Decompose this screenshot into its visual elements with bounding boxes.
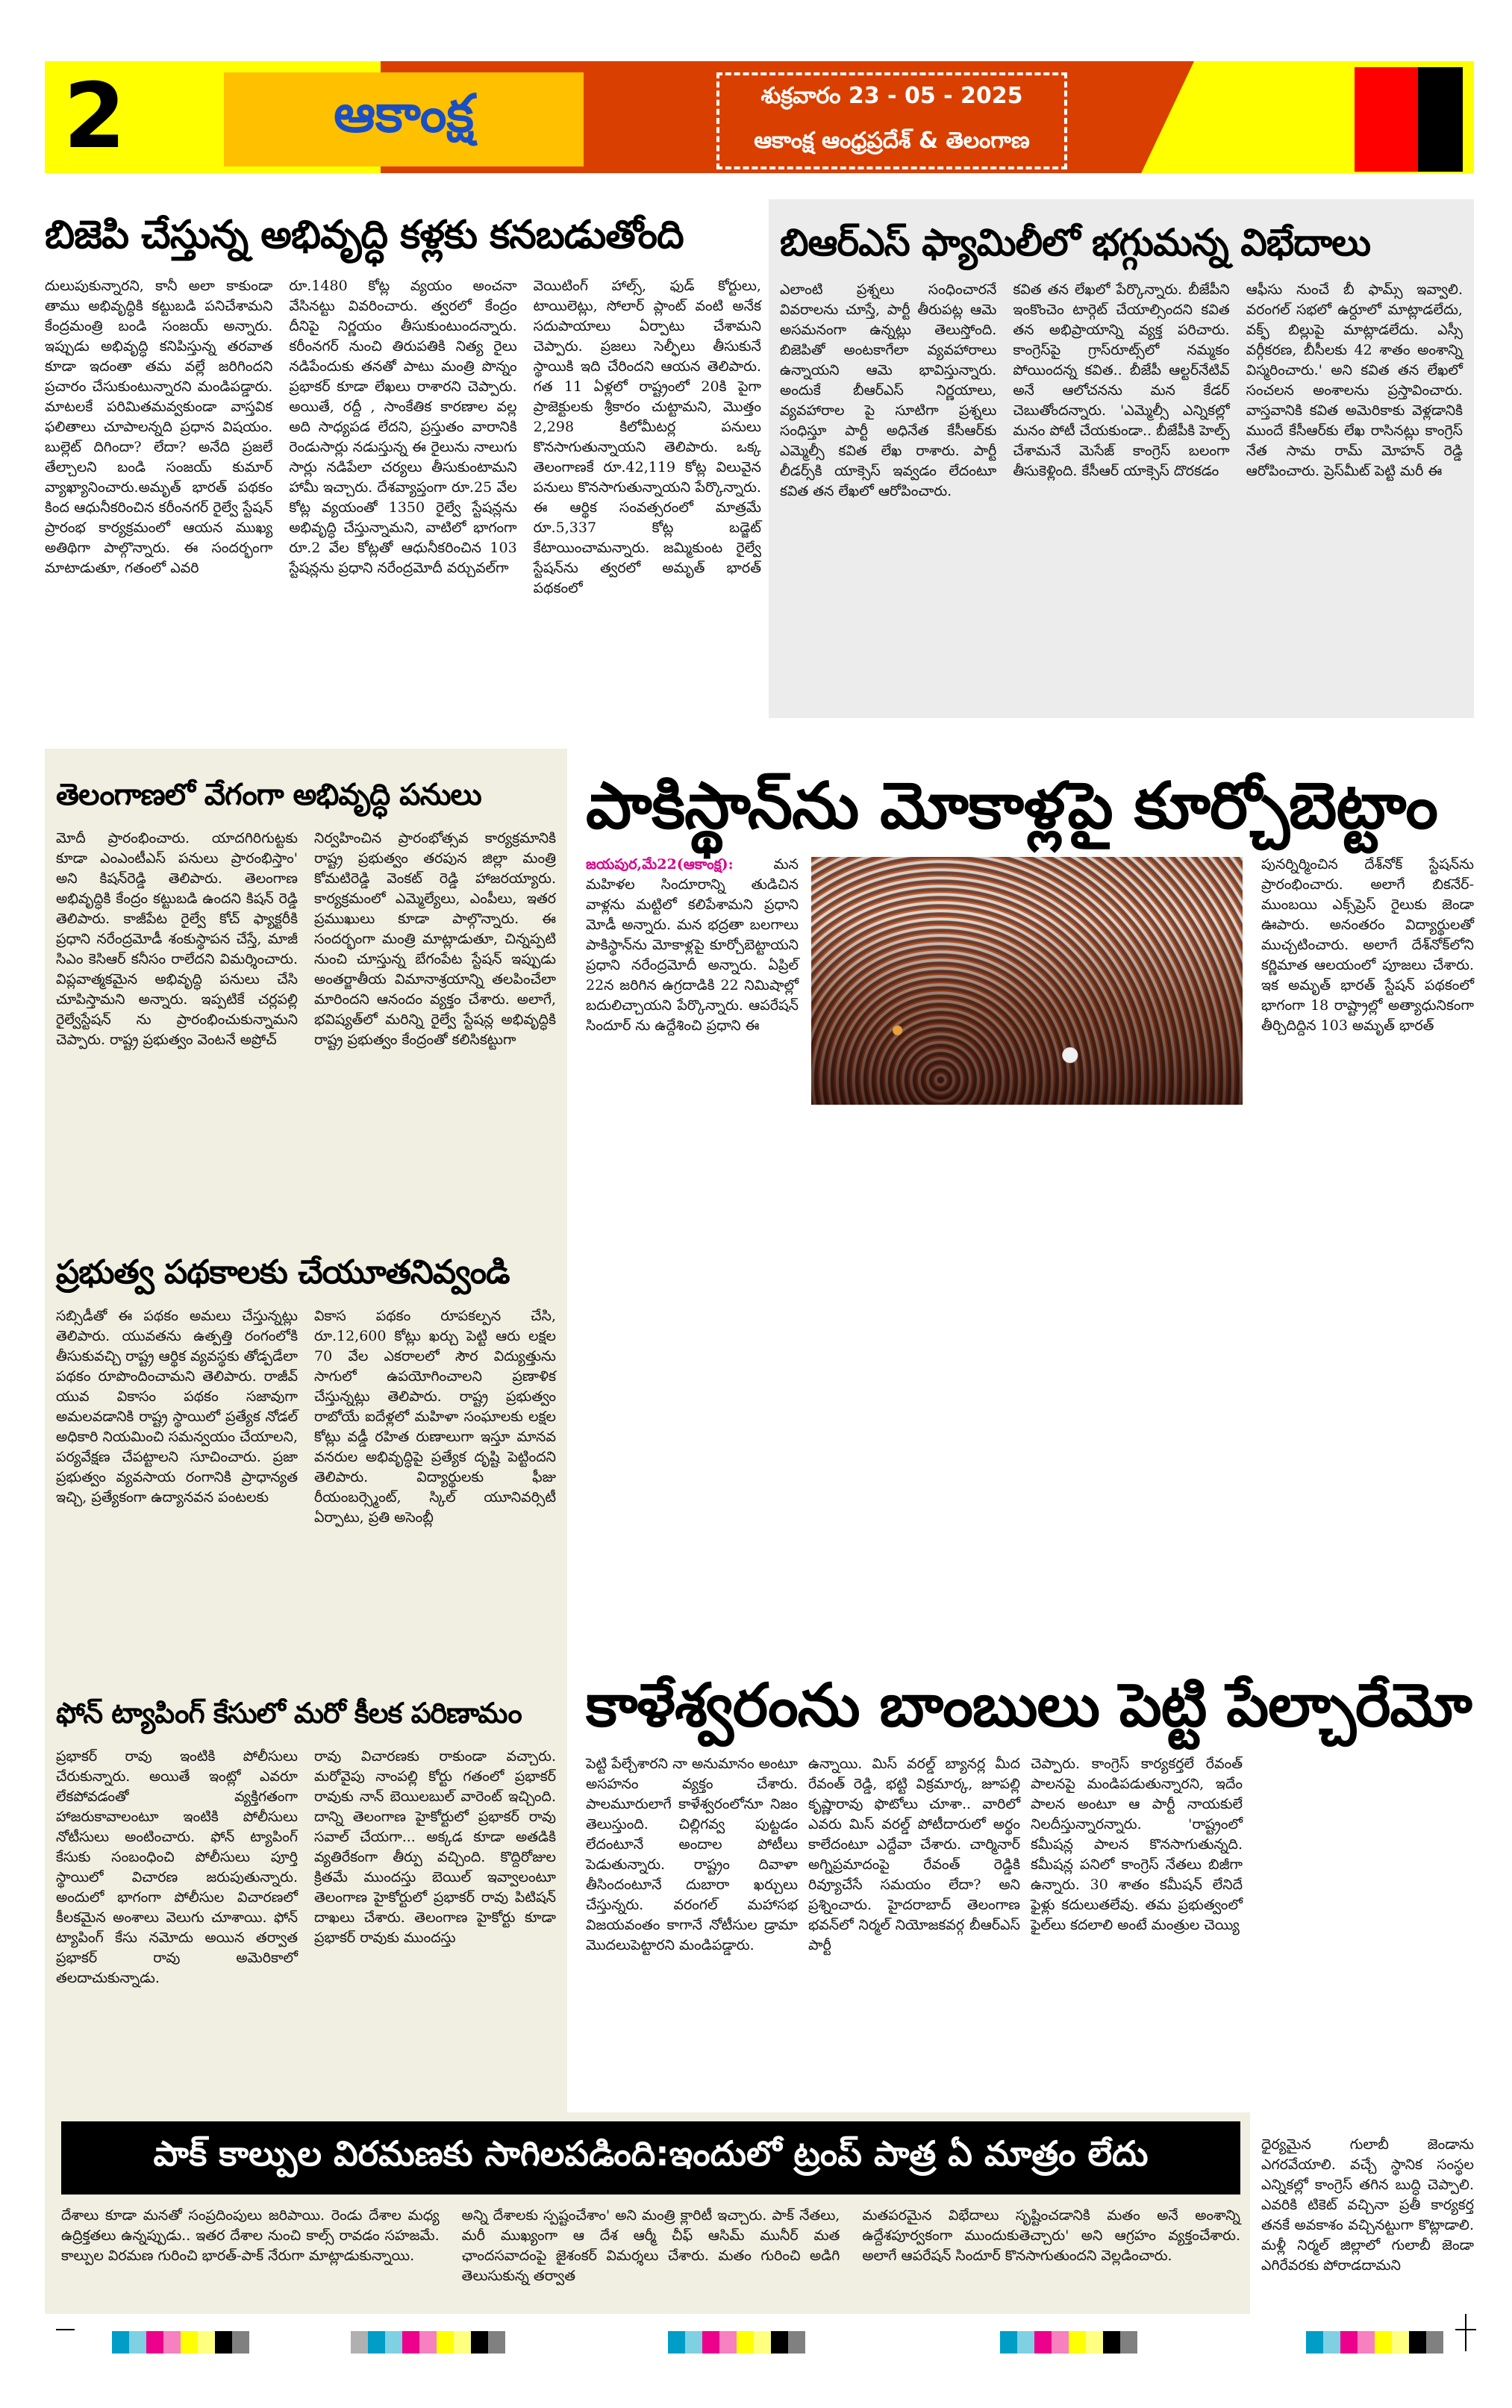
color-swatch: [163, 2331, 181, 2354]
color-swatch: [232, 2331, 249, 2354]
article-column: వెయిటింగ్ హాల్స్, ఫుడ్ కోర్టులు, టాయిలెట్లు, సోలార్ ప్లాంట్ వంటి అనేక సదుపాయాలు ఏర్పాటు చేశామని చెప్పారు. ప్రజలు సెల్ఫీలు తీసుకునే స్థాయికి ఇది చేరిందని ఆయన తెలిపారు. గత 11 ఏళ్లలో రాష్ట్రంలో 20కి పైగా ప్రాజెక్టులకు శ్రీకారం చుట్టామని, మొత్తం 2,298 కిలోమీటర్ల పనులు కొనసాగుతున్నాయని తెలిపారు. ఒక్క తెలంగాణకే రూ.42,119 కోట్ల విలువైన పనులు కొనసాగుతున్నాయని పేర్కొన్నారు. ఈ ఆర్థిక సంవత్సరంలో మాత్రమే రూ.5,337 కోట్ల బడ్జెట్ కేటాయించామన్నారు. జమ్మికుంట రైల్వే స్టేషన్‌ను త్వరలో అమృత్ భారత్ పథకంలో: [533, 278, 761, 596]
article-column: ఎలాంటి ప్రశ్నలు సంధించారనే వివరాలను చూస్తే, పార్టీ తీరుపట్ల ఆమె అసమనంగా ఉన్నట్లు తెలుస్తోంది. బిజెపితో అంటకాగేలా వ్యవహారాలు ఉన్నాయని ఆమె భావిస్తున్నారు. అందుకే బీఆర్ఎస్ నిర్ణయాలు, వ్యవహారాల పై సూటిగా ప్రశ్నలు సంధిస్తూ పార్టీ అధినేత కేసీఆర్‌కు ఎమ్మెల్సీ కవిత లేఖ రాశారు. పార్టీ లీడర్స్‌కి యాక్సెస్ ఇవ్వడం లేదంటూ కవిత తన లేఖలో ఆరోపించారు.: [780, 281, 997, 499]
color-swatch: [685, 2331, 702, 2354]
color-swatch: [488, 2331, 505, 2354]
color-swatch: [112, 2331, 129, 2354]
registration-mark: [1465, 2314, 1466, 2351]
color-swatch: [215, 2331, 232, 2354]
article-ceasefire: [61, 2206, 1240, 2286]
headline: బిఆర్ఎస్ ఫ్యామిలీలో భగ్గుమన్న విభేదాలు: [780, 221, 1371, 264]
color-swatch: [471, 2331, 488, 2354]
article-column: నిర్వహించిన ప్రారంభోత్సవ కార్యక్రమానికి రాష్ట్ర ప్రభుత్వం తరపున జిల్లా మంత్రి కోమటిరెడ్డి వెంకట్ రెడ్డి హాజరయ్యారు. కార్యక్రమంలో ఎమ్మెల్యేలు, ఎంపీలు, ఇతర ప్రముఖులు కూడా పాల్గొన్నారు. ఈ సందర్భంగా మంత్రి మాట్లాడుతూ, చిన్నప్పటి నుంచి చూస్తున్న బేగంపేట స్టేషన్ ఇప్పుడు అంతర్జాతీయ విమానాశ్రయాన్ని తలపించేలా మారిందని ఆనందం వ్యక్తం చేశారు. అలాగే, భవిష్యత్‌లో మరిన్ని రైల్వే స్టేషన్ల అభివృద్ధికి రాష్ట్ర ప్రభుత్వం కేంద్రంతో కలిసికట్టుగా: [314, 830, 556, 1048]
article-column: చెప్పారు. కాంగ్రెస్ కార్యకర్తలే రేవంత్ పాలనపై మండిపడుతున్నారని, ఇదేం పాలన అంటూ ఆ పార్టీ నాయకులే నిలదీస్తున్నారన్నారు. 'రాష్ట్రంలో కమీషన్ల పాలన కొనసాగుతున్నది. కమీషన్ల పనిలో కాంగ్రెస్ నేతలు బిజీగా ఉన్నారు. 30 శాతం కమీషన్ లేనిదే ఫైళ్లు కదులుతలేవు. తమ ప్రభుత్వంలో ఫైల్‌లు కదలాలి అంటే మంత్రుల చెయ్యి: [1031, 1756, 1243, 1933]
date-box: [716, 72, 1067, 169]
color-swatch: [351, 2331, 368, 2354]
article-column: రూ.1480 కోట్ల వ్యయం అంచనా వేసినట్టు వివరించారు. త్వరలో కేంద్రం దీనిపై నిర్ణయం తీసుకుంటుందన్నారు. కరీంనగర్ నుంచి తిరుపతికి నిత్య రైలు నడిపేందుకు తనతో పాటు మంత్రి పొన్నం ప్రభాకర్ కూడా లేఖలు రాశారని చెప్పారు. అయితే, రద్దీ , సాంకేతిక కారణాల వల్ల అది సాధ్యపడ లేదని, ప్రస్తుతం వారానికి రెండుసార్లు నడుస్తున్న ఈ రైలును నాలుగు సార్లు నడిపేలా చర్యలు తీసుకుంటామని హామీ ఇచ్చారు. దేశవ్యాప్తంగా రూ.25 వేల కోట్ల వ్యయంతో 1350 రైల్వే స్టేషన్లను అభివృద్ధి చేస్తున్నామని, వాటిలో భాగంగా రూ.2 వేల కోట్లతో ఆధునీకరించిన 103 స్టేషన్లను ప్రధాని నరేంద్రమోదీ వర్చువల్‌గా: [289, 278, 517, 576]
article-pakistan-left: [586, 855, 799, 1036]
color-swatch: [702, 2331, 719, 2354]
color-swatch: [198, 2331, 215, 2354]
headline-kaleshwaram: కాళేశ్వరంను బాంబులు పెట్టి పేల్చారేమో: [586, 1671, 1472, 1740]
article-column: సబ్సిడీతో ఈ పథకం అమలు చేస్తున్నట్లు తెలిపారు. యువతను ఉత్పత్తి రంగంలోకి తీసుకువచ్చి రాష్ట్ర ఆర్థిక వ్యవస్థకు తోడ్పడేలా పథకం రూపొందించామని తెలిపారు. రాజీవ్ యువ వికాసం పథకం సజావుగా అమలవడానికి రాష్ట్ర స్థాయిలో ప్రత్యేక నోడల్ అధికారి నియమించి సమన్వయం చేయాలని, పర్యవేక్షణ చేపట్టాలని సూచించారు. ప్రజా ప్రభుత్వం వ్యవసాయ రంగానికి ప్రాధాన్యత ఇచ్చి, ప్రత్యేకంగా ఉద్యానవన పంటలకు: [56, 1308, 298, 1506]
color-swatch: [437, 2331, 454, 2354]
color-swatch: [402, 2331, 419, 2354]
article-kaleshwaram: [586, 1754, 1243, 1956]
color-swatch: [1069, 2331, 1086, 2354]
color-swatch: [1103, 2331, 1120, 2354]
color-swatch: [1392, 2331, 1409, 2354]
color-tab-black: [1418, 67, 1463, 172]
color-swatch: [668, 2331, 685, 2354]
article-pakistan-right: పునర్నిర్మించిన దేశ్‌నోక్ స్టేషన్‌ను ప్రారంభించారు. అలాగే బికనేర్-ముంబయి ఎక్స్‌ప్రెస్ రైలుకు జెండా ఊపారు. అనంతరం విద్యార్థులతో ముచ్చటించారు. అలాగే దేశ్‌నోక్‌లోని కర్ణిమాత ఆలయంలో పూజలు చేశారు. ఇక అమృత్ భారత్ స్టేషన్ పథకంలో భాగంగా 18 రాష్ట్రాల్లో అత్యాధునికంగా తీర్చిదిద్దిన 103 అమృత్ భారత్: [1261, 856, 1474, 1034]
color-swatch: [1375, 2331, 1392, 2354]
article-telangana: [56, 761, 556, 1050]
color-swatch: [1358, 2331, 1375, 2354]
color-swatch: [1323, 2331, 1340, 2354]
article-column: దులుపుకున్నారని, కానీ అలా కాకుండా తాము అభివృద్ధికి కట్టుబడి పనిచేశామని కేంద్రమంత్రి బండి సంజయ్ అన్నారు. ఇప్పుడు అభివృద్ధి కనిపిస్తున్న తరవాత కూడా ఇదంతా తమ వల్లే జరిగిందని ప్రచారం చేసుకుంటున్నారని మండిపడ్డారు. మాటలకే పరిమితమవ్వకుండా వాస్తవిక ఫలితాలు చూపాలన్నది ప్రధాన విషయం. బుల్లెట్ దిగిందా? లేదా? అనేది ప్రజలే తేల్చాలని బండి సంజయ్ కుమార్ వ్యాఖ్యానించారు.అమృత్ భారత్ పథకం కింద ఆధునీకరించిన కరీంనగర్ రైల్వే స్టేషన్ ప్రారంభ కార్యక్రమంలో ఆయన ముఖ్య అతిథిగా పాల్గొన్నారు. ఈ సందర్భంగా మాటాడుతూ, గతంలో ఎవరి: [45, 278, 273, 576]
article-kaleshwaram-continued: ధైర్యమైన గులాబీ జెండాను ఎగరవేయాలి. వచ్చే స్థానిక సంస్థల ఎన్నికల్లో కాంగ్రెస్ తగిన బుద్ధి చెప్పాలి. ఎవరికి టికెట్ వచ్చినా ప్రతీ కార్యకర్త తనకే అవకాశం వచ్చినట్టుగా కొట్లాడాలి. మళ్లీ నిర్మల్ జిల్లాలో గులాబీ జెండా ఎగిరేవరకు పోరాడదామని: [1261, 2136, 1474, 2274]
color-bar-group: [1306, 2331, 1443, 2354]
color-swatch: [1052, 2331, 1069, 2354]
color-swatch: [788, 2331, 805, 2354]
color-swatch: [181, 2331, 198, 2354]
article-column: మతపరమైన విభేదాలు సృష్టించడానికి మతం అనే అంశాన్ని ఉద్దేశపూర్వకంగా ముందుకుతెచ్చారు' అని ఆగ్రహం వ్యక్తంచేశారు. అలాగే ఆపరేషన్ సిందూర్ కొనసాగుతుందని వెల్లడించారు.: [862, 2207, 1241, 2264]
dateline: జయపుర,మే22(ఆకాంక్ష):: [586, 856, 734, 873]
color-swatch: [1306, 2331, 1323, 2354]
color-swatch: [1000, 2331, 1017, 2354]
article-column: మోదీ ప్రారంభించారు. యాదగిరిగుట్టకు కూడా ఎంఎంటీఎస్ పనులు ప్రారంభిస్తాం' అని కిషన్‌రెడ్డి తెలిపారు. తెలంగాణ అభివృద్ధికి కేంద్రం కట్టుబడి ఉందని కిషన్ రెడ్డి తెలిపారు. కాజీపేట రైల్వే కోచ్ ఫ్యాక్టరీకి ప్రధాని నరేంద్రమోడీ శంకుస్థాపన చేస్తే, మాజీ సిఎం కెసిఆర్ కనీసం రాలేదని విమర్శించారు. విప్లవాత్మకమైన అభివృద్ధి పనులు చేసి చూపిస్తామని అన్నారు. ఇప్పటికే చర్లపల్లి రైల్వేస్టేషన్ ను ప్రారంభించుకున్నామని చెప్పారు. రాష్ట్ర ప్రభుత్వం వెంటనే అప్రోచ్: [56, 830, 298, 1048]
article-column: దేశాలు కూడా మనతో సంప్రదింపులు జరిపాయి. రెండు దేశాల మధ్య ఉద్రిక్తతలు ఉన్నప్పుడు.. ఇతర దేశాల నుంచి కాల్స్ రావడం సహజమే. కాల్పుల విరమణ గురించి భారత్-పాక్ నేరుగా మాట్లాడుకున్నాయి.: [61, 2207, 440, 2264]
registration-mark: [56, 2329, 75, 2330]
headline-pakistan: పాకిస్థాన్‌ను మోకాళ్లపై కూర్చోబెట్టాం: [586, 769, 1438, 843]
print-color-bars: [0, 2331, 1512, 2354]
color-swatch: [1426, 2331, 1443, 2354]
headline: ఫోన్ ట్యాపింగ్ కేసులో మరో కీలక పరిణామం: [56, 1697, 522, 1729]
article-column: అన్ని దేశాలకు స్పష్టంచేశాం' అని మంత్రి క్లారిటీ ఇచ్చారు. పాక్ నేతలు, మరీ ముఖ్యంగా ఆ దేశ ఆర్మీ చీఫ్ ఆసిమ్ మునీర్ మత ఛాందసవాదంపై జైశంకర్ విమర్శలు చేశారు. మతం గురించి అడిగి తెలుసుకున్న తర్వాత: [461, 2207, 840, 2284]
color-bar-group: [351, 2331, 505, 2354]
article-text: మన మహిళల సిందూరాన్ని తుడిచిన వాళ్లను మట్టిలో కలిపేశామని ప్రధాని మోడీ అన్నారు. మన భద్రతా బలగాలు పాకిస్థాన్‌ను మోకాళ్లపై కూర్చోబెట్టాయని ప్రధాని నరేంద్రమోదీ అన్నారు. ఏప్రిల్ 22న జరిగిన ఉగ్రదాడికి 22 నిమిషాల్లో బదులిచ్చాయని పేర్కొన్నారు. ఆపరేషన్ సిందూర్ ను ఉద్దేశించి ప్రధాని ఈ: [586, 856, 799, 1034]
color-swatch: [1017, 2331, 1034, 2354]
article-column: రావు విచారణకు రాకుండా వచ్చారు. మరోవైపు నాంపల్లి కోర్టు గతంలో ప్రభాకర్ రావుకు నాన్ బెయిలబుల్ వారెంట్ ఇచ్చింది. దాన్ని తెలంగాణ హైకోర్టులో ప్రభాకర్ రావు సవాల్ చేయగా... అక్కడ కూడా అతడికి వ్యతిరేకంగా తీర్పు వచ్చింది. కొద్దిరోజుల క్రితమే ముందస్తు బెయిల్ ఇవ్వాలంటూ తెలంగాణ హైకోర్టులో ప్రభాకర్ రావు పిటిషన్ దాఖలు చేశారు. తెలంగాణ హైకోర్టు కూడా ప్రభాకర్ రావుకు ముందస్తు: [314, 1748, 556, 1946]
edition-name: ఆకాంక్ష ఆంధ్రప్రదేశ్ & తెలంగాణ: [754, 128, 1030, 154]
color-bar-group: [112, 2331, 249, 2354]
color-swatch: [1034, 2331, 1052, 2354]
color-swatch: [737, 2331, 754, 2354]
article-phone-tapping: [56, 1679, 556, 1989]
color-swatch: [385, 2331, 402, 2354]
color-swatch: [1120, 2331, 1137, 2354]
color-tab-red: [1355, 67, 1418, 172]
color-swatch: [368, 2331, 385, 2354]
article-brs: [769, 199, 1474, 718]
rally-crowd-photo: [811, 857, 1243, 1105]
article-column: ప్రభాకర్ రావు ఇంటికి పోలీసులు చేరుకున్నారు. అయితే ఇంట్లో ఎవరూ లేకపోవడంతో వ్యక్తిగతంగా హాజరుకావాలంటూ ఇంటికి పోలీసులు నోటీసులు అంటించారు. ఫోన్ ట్యాపింగ్ కేసుకు సంబంధించి పోలీసులు పూర్తి స్థాయిలో విచారణ జరుపుతున్నారు. అందులో భాగంగా పోలీసుల విచారణలో కీలకమైన అంశాలు వెలుగు చూశాయి. ఫోన్ ట్యాపింగ్ కేసు నమోదు అయిన తర్వాత ప్రభాకర్ రావు అమెరికాలో తలదాచుకున్నాడు.: [56, 1748, 298, 1986]
color-bar-group: [1000, 2331, 1137, 2354]
color-swatch: [771, 2331, 788, 2354]
newspaper-logo: ఆకాంక్ష: [224, 72, 584, 166]
article-column: ఆఫీసు నుంచే బీ ఫామ్స్ ఇవ్వాలి. వరంగల్ సభలో ఉర్దూలో మాట్లాడలేదు, వక్ఫ్ బిల్లుపై మాట్లాడలేదు. ఎస్సీ వర్గీకరణ, బీసీలకు 42 శాతం అంశాన్ని విస్మరించారు.' అని కవిత తన లేఖలో సంచలన అంశాలను ప్రస్తావించారు. వాస్తవానికి కవిత అమెరికాకు వెళ్లడానికి ముందే కేసీఆర్‌కు లేఖ రాసినట్లు కాంగ్రెస్ నేత సామ రామ్ మోహన్ రెడ్డి ఆరోపించారు. ప్రెస్‌మీట్ పెట్టి మరీ ఈ: [1246, 281, 1463, 479]
color-swatch: [419, 2331, 437, 2354]
article-bjp: [45, 202, 761, 599]
article-column: పెట్టి పేల్చేశారని నా అనుమానం అంటూ అసహనం వ్యక్తం చేశారు. పాలమూరులాగే కాళేశ్వరంలోనూ నిజం తెలుస్తుంది. చిల్లిగవ్వ పుట్టడం లేదంటూనే అందాల పోటీలు పెడుతున్నారు. రాష్ట్రం దివాళా తీసిందంటూనే దుబారా ఖర్చులు చేస్తున్నరు. వరంగల్ మహాసభ విజయవంతం కాగానే నోటీసుల డ్రామా మొదలుపెట్టారని మండిపడ్డారు.: [586, 1756, 798, 1953]
color-swatch: [1340, 2331, 1358, 2354]
color-swatch: [1086, 2331, 1103, 2354]
color-swatch: [454, 2331, 471, 2354]
article-column: కవిత తన లేఖలో పేర్కొన్నారు. బీజేపీని ఇంకొంచెం టార్గెట్ చేయాల్సిందని కవిత తన అభిప్రాయాన్ని వ్యక్త పరిచారు. కాంగ్రెస్‌పై గ్రాస్‌రూట్స్‌లో నమ్మకం పోయిందన్న కవిత.. బీజేపీ ఆల్టర్‌నేటివ్ అనే ఆలోచనను మన కేడర్ చెబుతోందన్నారు. 'ఎమ్మెల్సీ ఎన్నికల్లో మనం పోటీ చేయకుండా.. బీజేపీకి హెల్ప్ చేశామనే మెసేజ్ కాంగ్రెస్ బలంగా తీసుకెళ్లింది. కేసీఆర్ యాక్సెస్ దొరకడం: [1013, 281, 1230, 479]
color-swatch: [754, 2331, 771, 2354]
headline: బిజెపి చేస్తున్న అభివృద్ధి కళ్లకు కనబడుతోంది: [45, 213, 684, 258]
issue-date: శుక్రవారం 23 - 05 - 2025: [760, 83, 1023, 109]
headline-ceasefire: పాక్ కాల్పుల విరమణకు సాగిలపడింది:ఇందులో ట్రంప్ పాత్ర ఏ మాత్రం లేదు: [61, 2121, 1240, 2195]
page-number: 2: [63, 65, 126, 169]
color-swatch: [1409, 2331, 1426, 2354]
headline: తెలంగాణలో వేగంగా అభివృద్ధి పనులు: [56, 778, 481, 812]
color-swatch: [719, 2331, 737, 2354]
color-bar-group: [668, 2331, 805, 2354]
headline: ప్రభుత్వ పథకాలకు చేయూతనివ్వండి: [56, 1253, 510, 1291]
article-column: వికాస పథకం రూపకల్పన చేసి, రూ.12,600 కోట్లు ఖర్చు పెట్టి ఆరు లక్షల 70 వేల ఎకరాలలో సౌర విద్యుత్తును సాగులో ఉపయోగించాలని ప్రణాళిక చేస్తున్నట్లు తెలిపారు. రాష్ట్ర ప్రభుత్వం రాబోయే ఐదేళ్లలో మహిళా సంఘాలకు లక్షల కోట్లు వడ్డీ రహిత రుణాలుగా ఇస్తూ మానవ వనరుల అభివృద్ధిపై ప్రత్యేక దృష్టి పెట్టిందని తెలిపారు. విద్యార్థులకు ఫీజు రీయంబర్స్మెంట్, స్కిల్ యూనివర్సిటీ ఏర్పాటు, ప్రతి అసెంబ్లీ: [314, 1308, 556, 1526]
color-swatch: [146, 2331, 163, 2354]
color-swatch: [129, 2331, 146, 2354]
article-column: ఉన్నాయి. మిస్ వరల్డ్ బ్యానర్ల మీద రేవంత్ రెడ్డి, భట్టి విక్రమార్క, జూపల్లి కృష్ణారావు ఫొటోలు చూశా.. వారిలో ఎవరు మిస్ వరల్డ్ పోటీదారులో అర్థం కాలేదంటూ ఎద్దేవా చేశారు. చార్మినార్ అగ్నిప్రమాదంపై రేవంత్ రెడ్డికి రివ్యూచేసే సమయం లేదా? అని ప్రశ్నించారు. హైదరాబాద్ తెలంగాణ భవన్‌లో నిర్మల్ నియోజకవర్గ బీఆర్ఎస్ పార్టీ: [808, 1756, 1020, 1953]
article-schemes: [56, 1239, 556, 1528]
